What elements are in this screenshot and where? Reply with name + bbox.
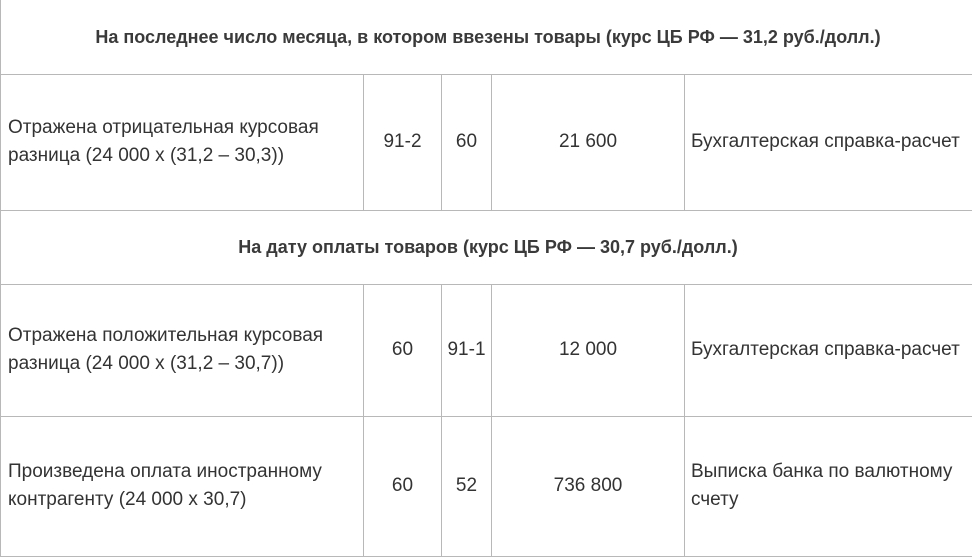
source-document: Выписка банка по валютному счету: [685, 416, 972, 556]
credit-account: 60: [442, 74, 492, 210]
section-heading: На дату оплаты товаров (курс ЦБ РФ — 30,7 руб./долл.): [1, 210, 972, 284]
entry-amount: 736 800: [492, 416, 685, 556]
debit-account: 60: [364, 284, 442, 416]
table-row: [1, 416, 972, 556]
table-row: [1, 284, 972, 416]
section-header-row: [1, 0, 972, 74]
credit-account: 52: [442, 416, 492, 556]
entry-description: Отражена отрицательная курсовая разница (24 000 х (31,2 – 30,3)): [1, 74, 364, 210]
credit-account: 91-1: [442, 284, 492, 416]
entry-amount: 12 000: [492, 284, 685, 416]
section-heading: На последнее число месяца, в котором ввезены товары (курс ЦБ РФ — 31,2 руб./долл.): [1, 0, 972, 74]
debit-account: 60: [364, 416, 442, 556]
debit-account: 91-2: [364, 74, 442, 210]
entry-amount: 21 600: [492, 74, 685, 210]
source-document: Бухгалтерская справка-расчет: [685, 284, 972, 416]
source-document: Бухгалтерская справка-расчет: [685, 74, 972, 210]
entry-description: Отражена положительная курсовая разница (24 000 х (31,2 – 30,7)): [1, 284, 364, 416]
entry-description: Произведена оплата иностранному контрагенту (24 000 х 30,7): [1, 416, 364, 556]
section-header-row: [1, 210, 972, 284]
table-row: [1, 74, 972, 210]
